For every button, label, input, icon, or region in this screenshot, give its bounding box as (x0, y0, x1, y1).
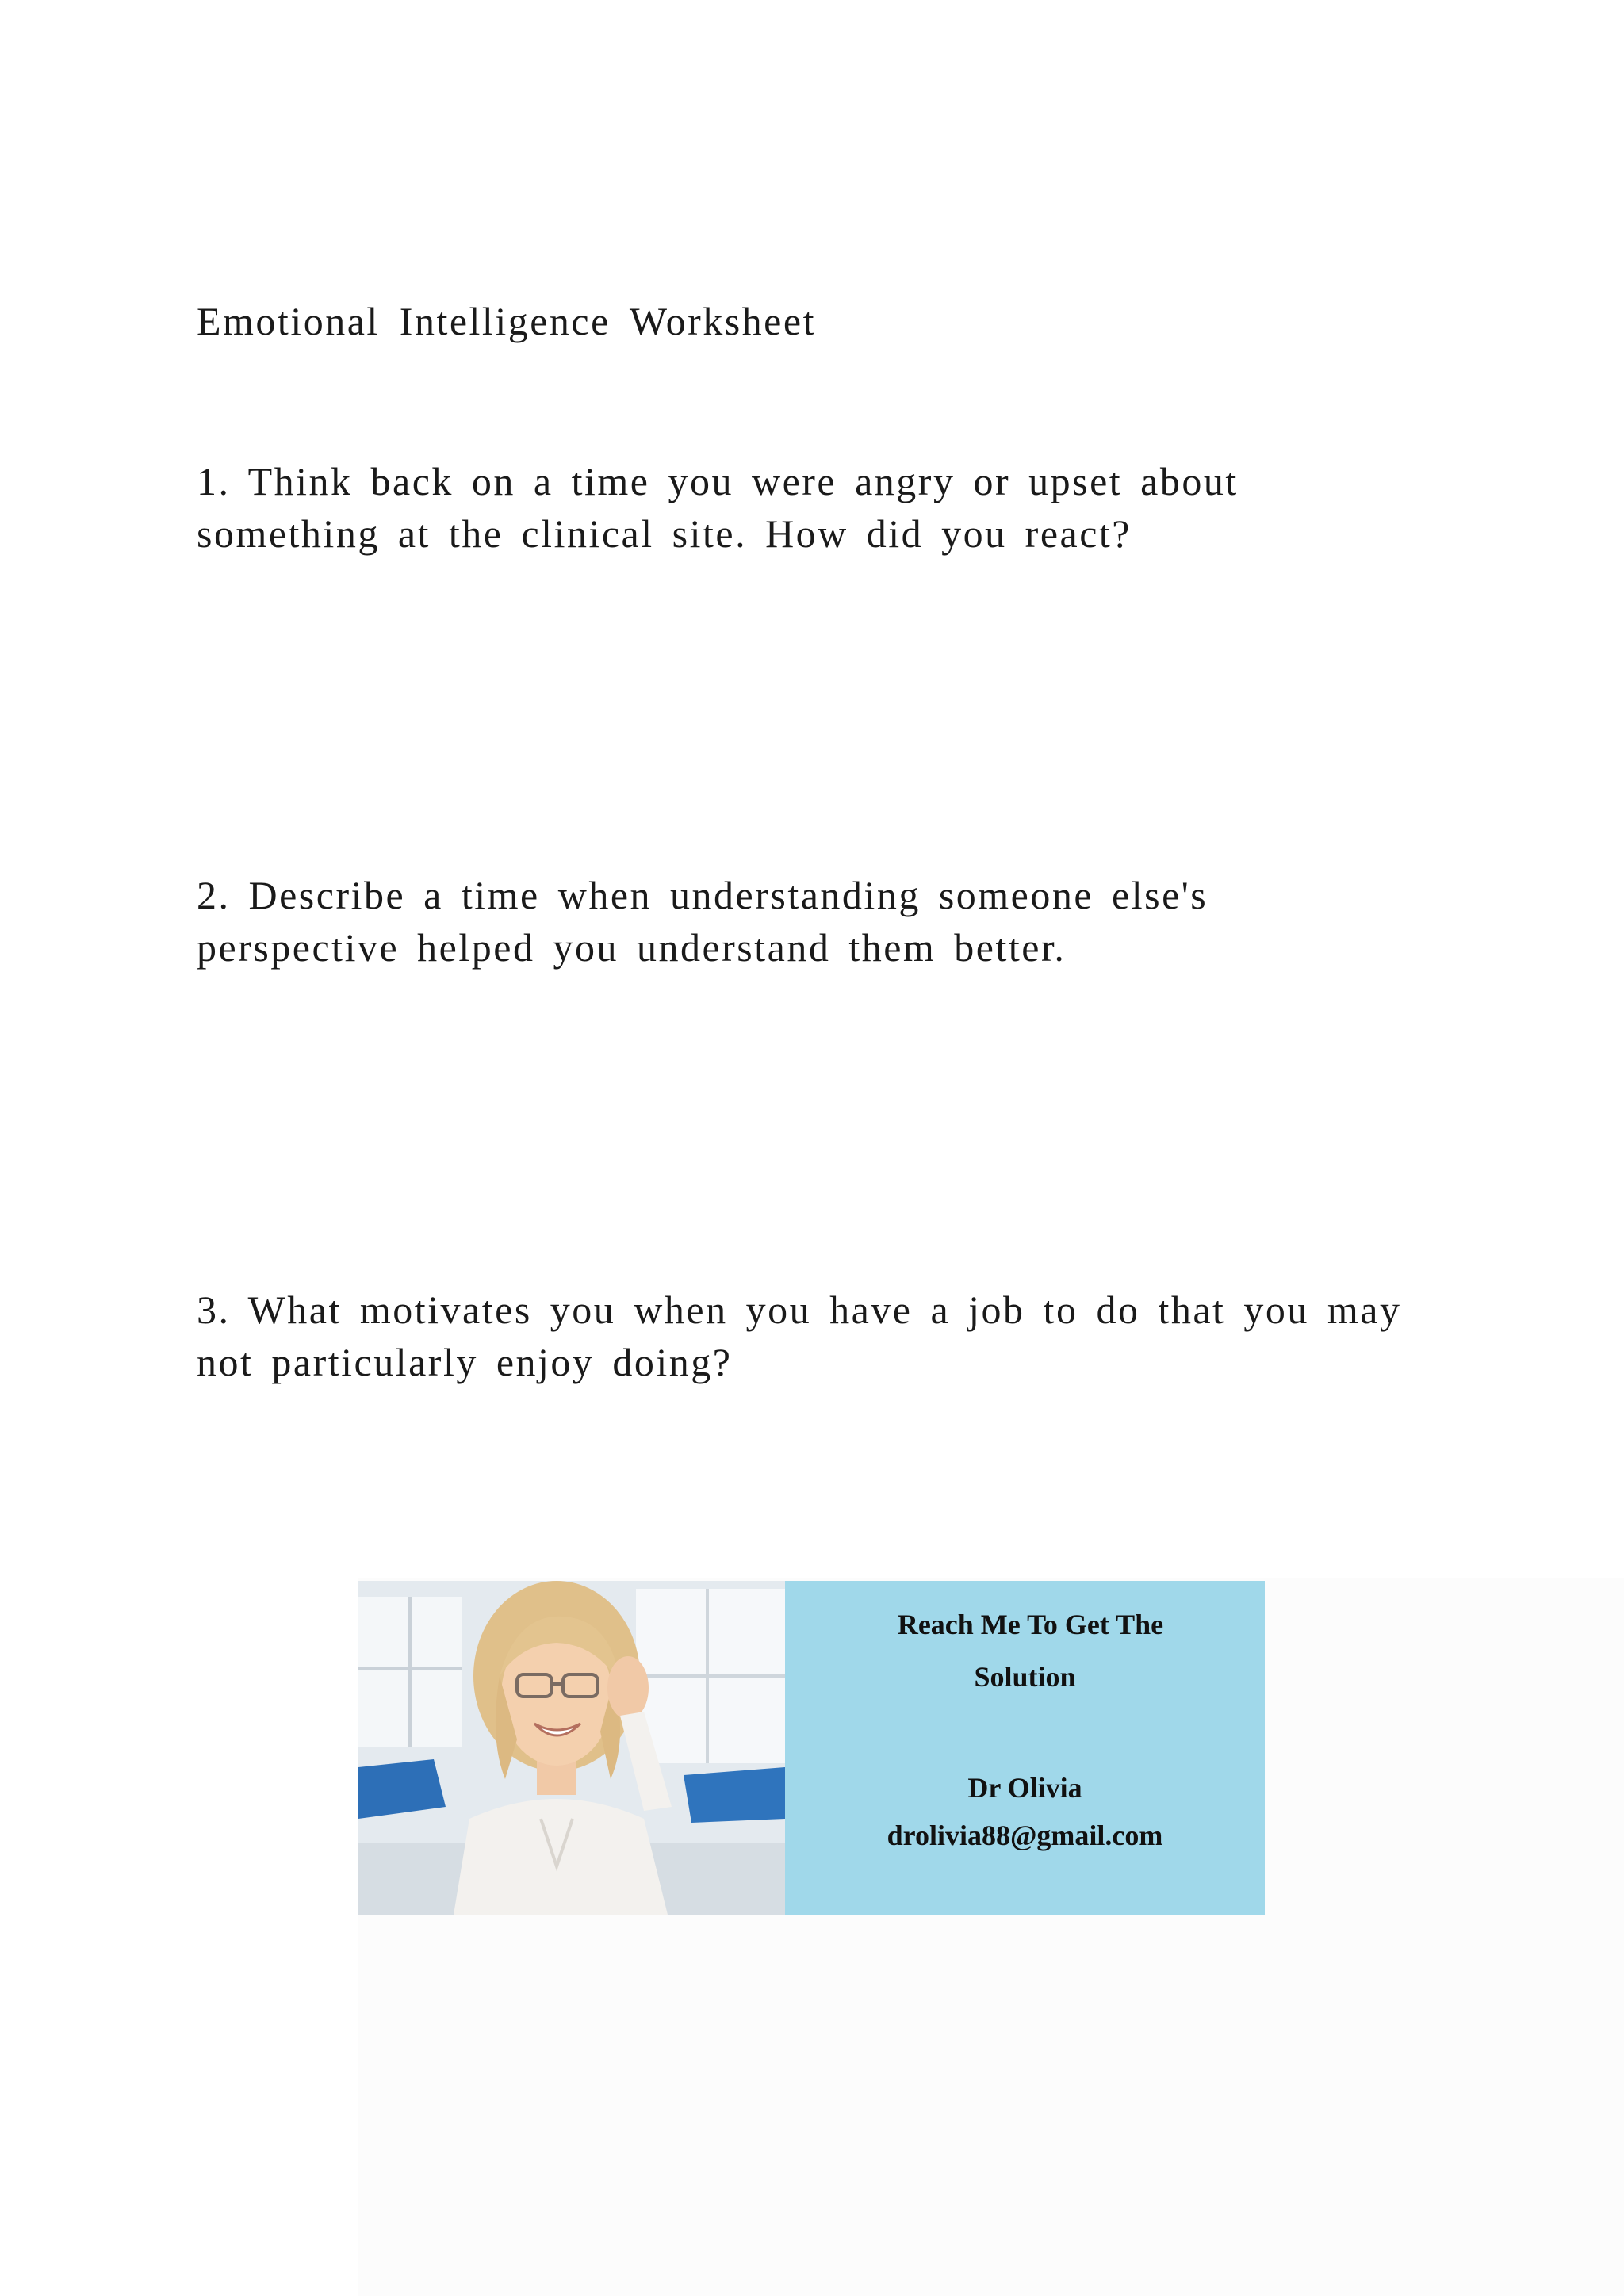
woman-with-glasses-image (358, 1581, 785, 1915)
contact-banner (358, 1581, 1265, 1915)
question-1-line-2: something at the clinical site. How did you react? (197, 511, 1132, 556)
worksheet-title: Emotional Intelligence Worksheet (197, 299, 816, 343)
question-3-line-2: not particularly enjoy doing? (197, 1340, 733, 1384)
question-1 (197, 455, 1239, 560)
contact-email: drolivia88@gmail.com (887, 1820, 1163, 1851)
question-2-line-2: perspective helped you understand them better. (197, 925, 1067, 970)
contact-heading-line-1: Reach Me To Get The (897, 1609, 1164, 1640)
question-3 (197, 1284, 1402, 1388)
contact-name: Dr Olivia (967, 1772, 1082, 1804)
question-3-line-1: 3. What motivates you when you have a job to do that you may (197, 1288, 1402, 1332)
question-2 (197, 869, 1208, 974)
question-2-line-1: 2. Describe a time when understanding someone else's (197, 873, 1208, 917)
banner-photo (358, 1581, 785, 1915)
question-1-line-1: 1. Think back on a time you were angry or upset about (197, 459, 1239, 503)
contact-heading-line-2: Solution (974, 1661, 1076, 1693)
contact-info-panel (785, 1581, 1265, 1915)
